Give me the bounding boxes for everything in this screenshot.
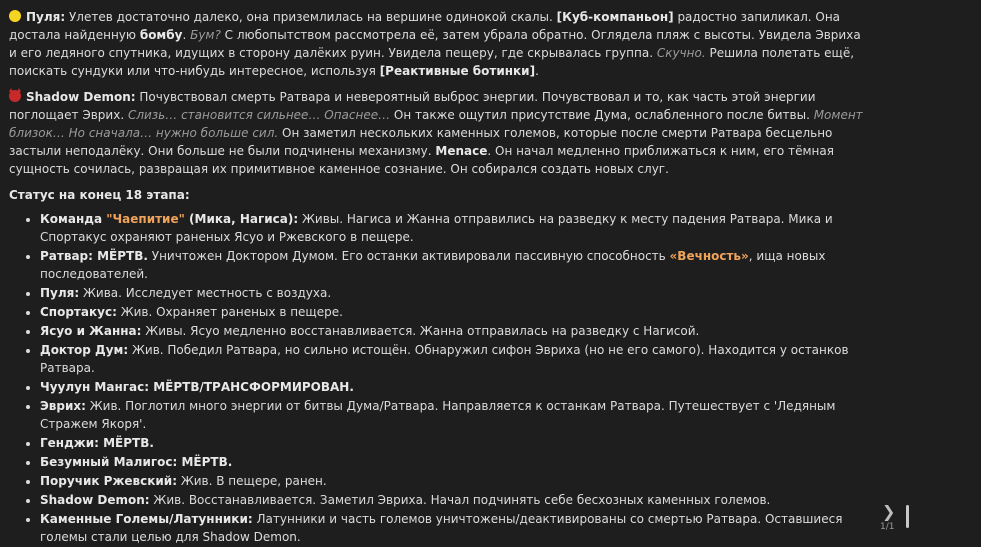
list-item [40, 341, 869, 377]
list-item [40, 434, 869, 452]
page-counter: 1/1 [880, 522, 895, 532]
item-label: Безумный Малигос: МЁРТВ. [40, 455, 233, 469]
item-label: Каменные Големы/Латунники: [40, 512, 253, 526]
msg-italic: Бум? [190, 28, 221, 42]
message-puly [9, 8, 869, 80]
item-label: Спортакус: [40, 305, 117, 319]
yellow-circle-icon [9, 10, 21, 22]
item-label: Поручик Ржевский: [40, 474, 178, 488]
chevron-right-icon[interactable]: ❯ [882, 502, 896, 521]
status-list [9, 210, 869, 546]
item-text: Уничтожен Доктором Думом. Его останки активировали пассивную способность [147, 249, 670, 263]
item-label: (Мика, Нагиса): [184, 212, 299, 226]
item-label: Ясуо и Жанна: [40, 324, 142, 338]
message-shadow-demon [9, 88, 869, 178]
msg-text: . Он начал медленно приближаться к ним, его тёмная сущность сочилась, развращая их примитивное каменное сознание. Он собирался создать новых слуг. [9, 144, 834, 176]
team-name: "Чаепитие" [106, 212, 185, 226]
item-label: Доктор Дум: [40, 343, 129, 357]
msg-italic: Скучно. [656, 46, 706, 60]
item-text: Жив. Поглотил много энергии от битвы Дума/Ратвара. Направляется к останкам Ратвара. Путешествует с 'Ледяным Стражем Якоря'. [40, 399, 836, 431]
ability-menace: Menace [435, 144, 488, 158]
author-puly: Пуля: [26, 10, 66, 24]
list-item [40, 210, 869, 246]
item-cube: [Куб-компаньон] [556, 10, 674, 24]
item-text: Жив. Восстанавливается. Заметил Эвриха. Начал подчинять себе бесхозных каменных големов. [149, 493, 771, 507]
item-label: Генджи: МЁРТВ. [40, 436, 154, 450]
item-text: Жив. Охраняет раненых в пещере. [116, 305, 343, 319]
list-item [40, 247, 869, 283]
devil-face-icon [9, 90, 21, 102]
item-label: Чуулун Мангас: МЁРТВ/ТРАНСФОРМИРОВАН. [40, 380, 354, 394]
msg-italic: Слизь… становится сильнее… Опаснее… [127, 108, 391, 122]
msg-text: Он также ощутил присутствие Дума, ослабленного после битвы. [390, 108, 814, 122]
item-label: Пуля: [40, 286, 80, 300]
item-label: Эврих: [40, 399, 86, 413]
list-item [40, 378, 869, 396]
item-label: Shadow Demon: [40, 493, 150, 507]
list-item [40, 322, 869, 340]
list-item [40, 510, 869, 546]
list-item [40, 284, 869, 302]
msg-text: Улетев достаточно далеко, она приземлилась на вершине одинокой скалы. [65, 10, 557, 24]
item-text: Жива. Исследует местность с воздуха. [79, 286, 332, 300]
ability-name: «Вечность» [669, 249, 749, 263]
chat-content [9, 8, 869, 547]
msg-text: . [182, 28, 191, 42]
list-item [40, 472, 869, 490]
status-title: Статус на конец 18 этапа: [9, 188, 190, 202]
msg-text: радостно запиликал. Она достала найденную [9, 10, 841, 42]
msg-text: Он заметил нескольких каменных големов, которые после смерти Ратвара бесцельно застыли неподалёку. Они больше не были подчинены механизму. [9, 126, 833, 158]
item-text: Живы. Нагиса и Жанна отправились на разведку к месту падения Ратвара. Мика и Спортакус охраняют раненых Ясуо и Ржевского в пещере. [40, 212, 833, 244]
item-label: Ратвар: МЁРТВ. [40, 249, 148, 263]
list-item [40, 303, 869, 321]
msg-italic: Момент близок… Но сначала… нужно больше сил. [9, 108, 863, 140]
msg-text: Решила полетать ещё, поискать сундуки или что-нибудь интересное, используя [9, 46, 855, 78]
author-shadow-demon: Shadow Demon: [26, 90, 136, 104]
item-bomb: бомбу [139, 28, 183, 42]
item-text: , ища новых последователей. [40, 249, 826, 281]
list-item [40, 397, 869, 433]
list-item [40, 453, 869, 471]
item-text: Живы. Ясуо медленно восстанавливается. Жанна отправилась на разведку с Нагисой. [141, 324, 700, 338]
scrollbar-thumb[interactable] [906, 505, 909, 528]
item-text: Жив. В пещере, ранен. [177, 474, 327, 488]
item-boots: [Реактивные ботинки] [379, 64, 536, 78]
item-label: Команда [40, 212, 107, 226]
item-text: Латунники и часть големов уничтожены/деактивированы со смертью Ратвара. Оставшиеся големы стали целью для Shadow Demon. [40, 512, 843, 544]
msg-text: Почувствовал смерть Ратвара и невероятный выброс энергии. Почувствовал и то, как часть этой энергии поглощает Эврих. [9, 90, 816, 122]
msg-text: . [535, 64, 539, 78]
item-text: Жив. Победил Ратвара, но сильно истощён. Обнаружил сифон Эвриха (но не его самого). Находится у останков Ратвара. [40, 343, 849, 375]
msg-text: С любопытством рассмотрела её, затем убрала обратно. Оглядела пляж с высоты. Увидела Эвриха и его ледяного спутника, идущих в сторону далёких руин. Увидела пещеру, где скрывалась группа. [9, 28, 861, 60]
list-item [40, 491, 869, 509]
status-heading [9, 186, 869, 204]
